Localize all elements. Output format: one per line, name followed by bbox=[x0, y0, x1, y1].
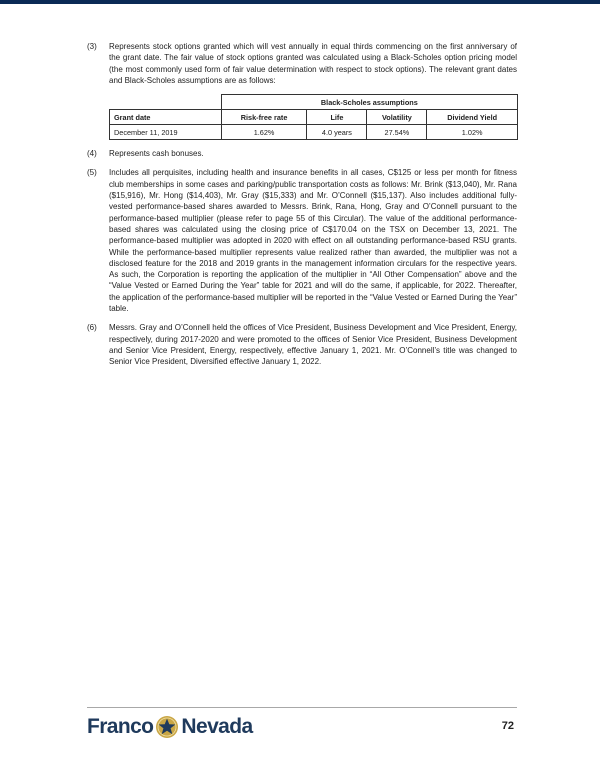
column-header-life: Life bbox=[307, 110, 367, 125]
top-rule bbox=[0, 0, 600, 4]
footnote-4 bbox=[87, 148, 517, 159]
logo-word-nevada: Nevada bbox=[181, 715, 253, 738]
footnote-5 bbox=[87, 167, 517, 314]
footnote-text: Includes all perquisites, including health and insurance benefits in all cases, C$125 or less per month for fitness club memberships in some cases and parking/public transportation costs as follows: Mr. Brink ($13,040), Mr. Rana ($15,916), Mr. Hong ($14,403), Mr. Gray ($15,333) and Mr. O’Connell ($15,137). Also includes additional fully-vested performance-based shares awarded to Messrs. Brink, Rana, Hong, Gray and O’Connell pursuant to the performance-based multiplier (please refer to page 55 of this Circular). The value of the additional performance-based shares was calculated using the closing price of C$170.04 on the TSX on December 13, 2021. The performance-based multiplier was adopted in 2020 with effect on all outstanding performance-based RSU grants. While the performance-based multiplier represents value realized rather than awarded, the multiplier was not a disclosed feature for the 2018 and 2019 grants in the management information circulars for the respective years. As such, the Corporation is reporting the application of the multiplier in “All Other Compensation” above and the “Value Vested or Earned During the Year” table for 2021 and will do the same, if applicable, for 2022. Thereafter, the application of the performance-based multiplier will be reported in the “Value Vested or Earned During the Year” table. bbox=[109, 168, 517, 314]
logo-word-franco: Franco bbox=[87, 715, 154, 738]
cell-risk-free-rate: 1.62% bbox=[221, 125, 307, 140]
footnote-text: Represents cash bonuses. bbox=[109, 149, 204, 159]
footnote-number: (4) bbox=[87, 149, 97, 159]
footnote-3 bbox=[87, 41, 517, 86]
cell-grant-date: December 11, 2019 bbox=[110, 125, 222, 140]
star-emblem-icon bbox=[155, 715, 179, 739]
page-number: 72 bbox=[501, 720, 514, 732]
cell-life: 4.0 years bbox=[307, 125, 367, 140]
footnote-text: Represents stock options granted which will vest annually in equal thirds commencing on the first anniversary of the grant date. The fair value of stock options granted was calculated using a Black-Scholes option pricing model (the most commonly used form of fair value determination with respect to stock options). The relevant grant dates and Black-Scholes assumptions are as follows: bbox=[109, 42, 517, 85]
footnote-number: (5) bbox=[87, 168, 97, 178]
footnote-number: (3) bbox=[87, 42, 97, 51]
column-header-dividend-yield: Dividend Yield bbox=[427, 110, 518, 125]
column-header-volatility: Volatility bbox=[367, 110, 427, 125]
footnote-text: Messrs. Gray and O’Connell held the offices of Vice President, Business Development and Vice President, Energy, respectively, during 2017-2020 and were promoted to the offices of Senior Vice President, Business Development and Senior Vice President, Energy, respectively, effective January 1, 2021. Mr. O’Connell’s title was changed to Senior Vice President, Diversified effective January 1, 2022. bbox=[109, 323, 517, 367]
black-scholes-table bbox=[109, 94, 518, 140]
cell-dividend-yield: 1.02% bbox=[427, 125, 518, 140]
table-group-header-row bbox=[110, 95, 518, 110]
table-header-row bbox=[110, 110, 518, 125]
footnote-6 bbox=[87, 322, 517, 367]
column-header-grant-date: Grant date bbox=[110, 110, 222, 125]
column-header-risk-free-rate: Risk-free rate bbox=[221, 110, 307, 125]
table-row bbox=[110, 125, 518, 140]
cell-volatility: 27.54% bbox=[367, 125, 427, 140]
document-body bbox=[87, 41, 517, 376]
franco-nevada-logo bbox=[87, 712, 253, 742]
table-group-header: Black-Scholes assumptions bbox=[221, 95, 517, 110]
footer-divider bbox=[87, 707, 517, 708]
table-blank-corner bbox=[110, 95, 222, 110]
footnote-number: (6) bbox=[87, 323, 97, 333]
